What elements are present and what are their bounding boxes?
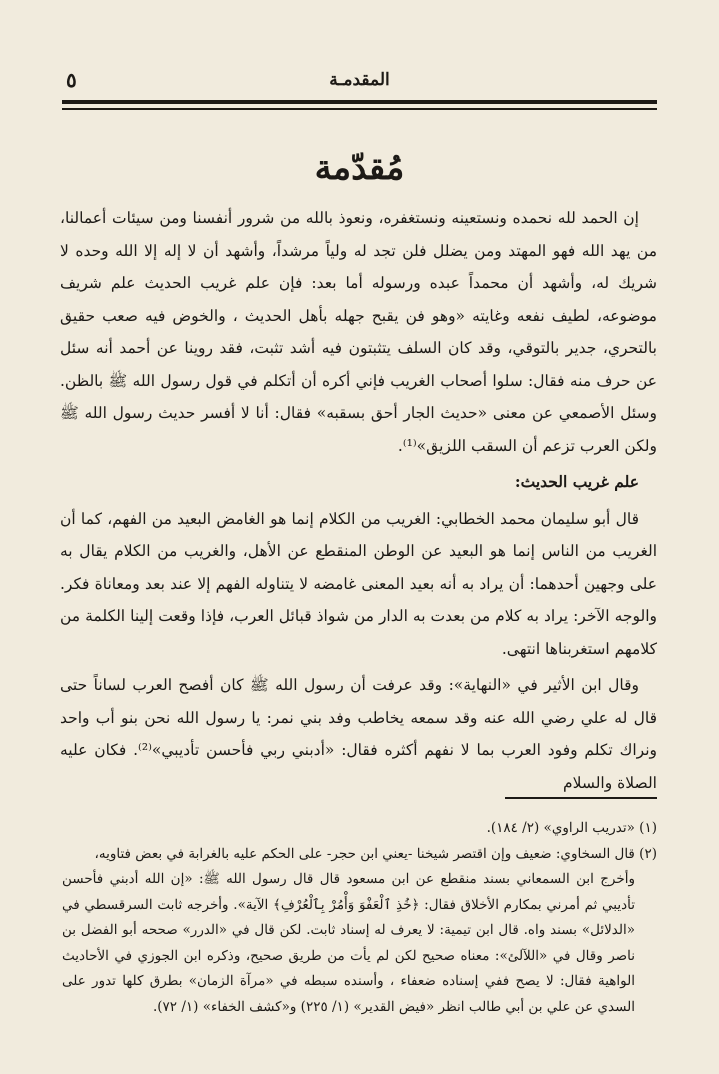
footnote-separator xyxy=(505,797,657,799)
section-heading: علم غريب الحديث: xyxy=(514,472,639,491)
footnotes xyxy=(62,816,657,1020)
paragraph-intro: إن الحمد لله نحمده ونستعينه ونستغفره، ونعوذ بالله من شرور أنفسنا ومن سيئات أعمالنا، من يهد الله فهو المهتد ومن يضلل فلن تجد له ولياً مرشداً، وأشهد أن لا إله إلا الله وحده لا شريك له، وأشهد أن محمداً عبده ورسوله أما بعد: فإن علم غريب الحديث علم شريف موضوعه، لطيف نفعه وغايته «وهو فن يقبح جهله بأهل الحديث ، والخوض فيه صعب حقيق بالتحري، جدير بالتوقي، وقد كان السلف يتثبتون فيه أشد تثبت، فقد روينا عن أحمد أنه سئل عن حرف منه فقال: سلوا أصحاب الغريب فإني أكره أن أتكلم في قول رسول الله ﷺ بالظن. وسئل الأصمعي عن معنى «حديث الجار أحق بسقبه» فقال: أنا لا أفسر حديث رسول الله ﷺ ولكن العرب تزعم أن السقب اللزيق»⁽¹⁾. xyxy=(60,209,657,455)
header-rule-thick xyxy=(62,100,657,104)
paragraph-khattabi: قال أبو سليمان محمد الخطابي: الغريب من الكلام إنما هو الغامض البعيد من الفهم، كما أن الغريب من الناس إنما هو البعيد عن الوطن المنقطع عن الأهل، والغريب من الكلام يقال به على وجهين أحدهما: أن يراد به أنه بعيد المعنى غامضه لا يتناوله الفهم إلا عند بعد ومعاناة فكر. والوجه الآخر: يراد به كلام من بعدت به الدار من شواذ قبائل العرب، فإذا وقعت إلينا الكلمة من كلامهم استغربناها انتهى. xyxy=(60,509,657,658)
paragraph-ibn-athir: وقال ابن الأثير في «النهاية»: وقد عرفت أن رسول الله ﷺ كان أفصح العرب لساناً حتى قال له علي رضي الله عنه وقد سمعه يخاطب وفد بني نمر: يا رسول الله نحن بنو أب واحد ونراك تكلم وفود العرب بما لا نفهم أكثره فقال: «أدبني ربي فأحسن تأديبي»⁽²⁾. فكان عليه الصلاة والسلام xyxy=(60,676,658,792)
footnote-2: (٢) قال السخاوي: ضعيف وإن اقتصر شيخنا -يعني ابن حجر- على الحكم عليه بالغرابة في بعض فتاويه، xyxy=(94,845,657,862)
page-header xyxy=(62,66,657,100)
page-number: ٥ xyxy=(66,68,77,92)
main-text xyxy=(60,202,657,799)
footnote-1: (١) «تدريب الراوي» (٢/ ١٨٤). xyxy=(486,820,657,836)
running-title: المقدمـة xyxy=(329,70,390,90)
footnote-2-continuation: وأخرج ابن السمعاني بسند منقطع عن ابن مسعود قال قال رسول الله ﷺ: «إن الله أدبني فأحسن تأديبي ثم أمرني بمكارم الأخلاق فقال: ﴿خُذِ ٱلْعَفْوَ وَأْمُرْ بِٱلْعُرْفِ﴾ الآية». وأخرجه ثابت السرقسطي في «الدلائل» بسند واه. قال ابن تيمية: لا يعرف له إسناد ثابت. لكن قال في «الدرر» صححه أبو الفضل بن ناصر وقال في «اللآلئ»: معناه صحيح لكن لم يأت من طريق صحيح، وذكره ابن الجوزي في الأحاديث الواهية فقال: لا يصح ففي إسناده ضعفاء ، وأسنده سبطه في «مرآة الزمان» بطرق كلها تدور على السدي عن علي بن أبي طالب انظر «فيض القدير» (١/ ٢٢٥) و«كشف الخفاء» (١/ ٧٢). xyxy=(62,871,635,1015)
chapter-title: مُقدّمة xyxy=(314,148,405,188)
header-rule-thin xyxy=(62,108,657,110)
